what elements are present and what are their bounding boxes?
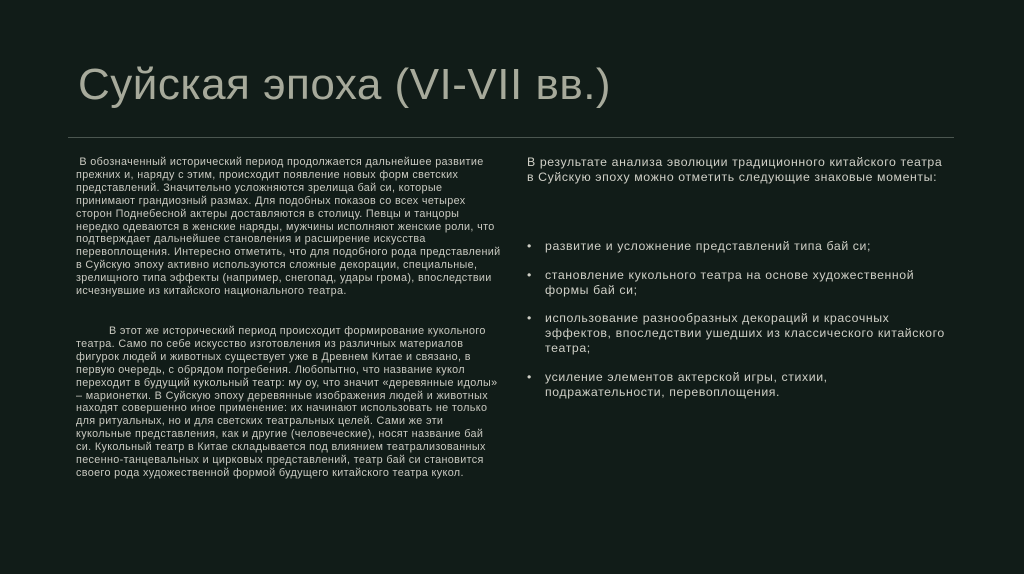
- bullet-icon: •: [527, 311, 532, 326]
- paragraph-bai-si: В обозначенный исторический период продолжается дальнейшее развитие прежних и, наряду с этим, происходит появление новых форм светских представлений. Значительно усложняются зрелища бай си, которые принимают грандиозный размах. Для подобных показов со всех четырех сторон Поднебесной актеры доставляются в столицу. Певцы и танцоры нередко одеваются в женские наряды, мужчины исполняют женские роли, что подтверждает дальнейшее становления и расширение искусства перевоплощения. Интересно отметить, что для подобного рода представлений в Суйскую эпоху активно используются сложные декорации, специальные, зрелищного типа эффекты (например, снегопад, удары грома), впоследствии исчезнувшие из китайского национального театра.: [76, 156, 504, 298]
- title-divider: [68, 137, 954, 138]
- conclusion-intro: В результате анализа эволюции традиционного китайского театра в Суйскую эпоху можно отметить следующие знаковые моменты:: [527, 155, 943, 184]
- key-points-list: [527, 239, 947, 413]
- list-item-text: использование разнообразных декораций и красочных эффектов, впоследствии ушедших из классического китайского театра;: [545, 311, 945, 355]
- right-text-column: [527, 155, 947, 399]
- left-text-column: [76, 156, 504, 480]
- list-item: [527, 239, 947, 254]
- list-item: [527, 370, 947, 400]
- list-item-text: развитие и усложнение представлений типа бай си;: [545, 239, 872, 253]
- bullet-icon: •: [527, 267, 532, 282]
- list-item-text: становление кукольного театра на основе художественной формы бай си;: [545, 267, 915, 297]
- list-item: [527, 311, 947, 355]
- list-item: [527, 268, 947, 298]
- bullet-icon: •: [527, 239, 532, 253]
- list-item-text: усиление элементов актерской игры, стихии, подражательности, перевоплощения.: [545, 369, 828, 399]
- paragraph-puppet-theatre: В этот же исторический период происходит формирование кукольного театра. Само по себе искусство изготовления из различных материалов фигурок людей и животных существует уже в Древнем Китае и связано, в первую очередь, с обрядом погребения. Любопытно, что название кукол переходит в будущий кукольный театр: му оу, что значит «деревянные идолы» – марионетки. В Суйскую эпоху деревянные изображения людей и животных находят совершенно иное применение: их начинают использовать не только для ритуальных, но и для светских театральных целей. Сами же эти кукольные представления, как и другие (человеческие), носят название бай си. Кукольный театр в Китае складывается под влиянием театрализованных песенно-танцевальных и цирковых представлений, театр бай си становится своего рода художественной формой будущего китайского театра кукол.: [76, 324, 498, 479]
- bullet-icon: •: [527, 369, 532, 384]
- slide-title: Суйская эпоха (VI-VII вв.): [78, 60, 612, 109]
